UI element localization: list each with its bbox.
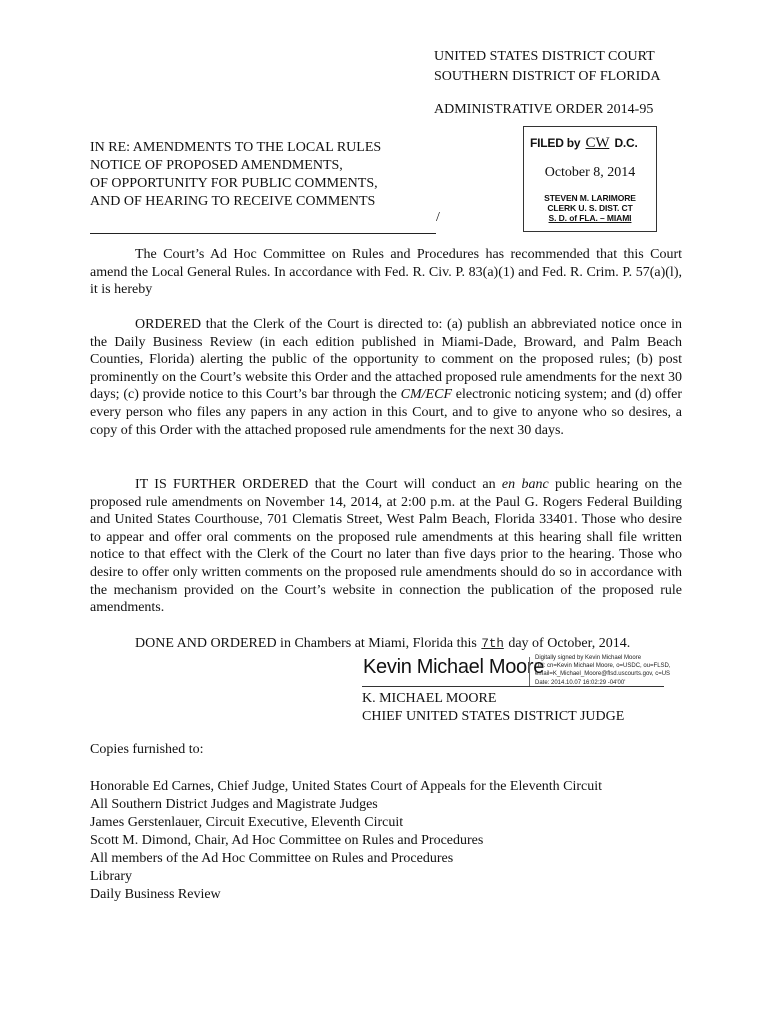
done-text-start: DONE AND ORDERED in Chambers at Miami, Florida this: [135, 636, 477, 651]
filed-stamp: [523, 126, 657, 232]
done-day: 7th: [481, 637, 504, 651]
further-ordered-text-end: public hearing on the proposed rule amendments on November 14, 2014, at 2:00 p.m. at the Paul G. Rogers Federal Building and United States Courthouse, 701 Clematis Street, West Palm Beach, Florida 33401. Those who desire to appear and offer oral comments on the proposed rule amendments at this hearing shall file written notice to that effect with the Clerk of the Court no later than five days prior to the hearing. Those who desire to offer only written comments on the proposed rule amendments should do so in accordance with the mechanism provided on the Court’s website in connection the publication of the proposed rule amendments.: [90, 477, 683, 616]
filed-date: October 8, 2014: [544, 165, 636, 180]
filed-by-label: FILED by: [530, 136, 581, 150]
caption-line2: NOTICE OF PROPOSED AMENDMENTS,: [90, 158, 343, 173]
signature-divider: [529, 657, 530, 687]
court-header: [434, 47, 734, 86]
list-item: Scott M. Dimond, Chair, Ad Hoc Committee on Rules and Procedures: [90, 833, 484, 848]
clerk-title: CLERK U. S. DIST. CT: [547, 203, 633, 213]
signature-line: [362, 686, 664, 687]
caption-line1: IN RE: AMENDMENTS TO THE LOCAL RULES: [90, 140, 382, 155]
en-banc-term: en banc: [501, 477, 549, 492]
list-item: Daily Business Review: [90, 887, 221, 902]
cm-ecf-term: CM/ECF: [400, 387, 453, 403]
order-number: ADMINISTRATIVE ORDER 2014-95: [434, 102, 654, 117]
list-item: All Southern District Judges and Magistrate Judges: [90, 797, 378, 812]
list-item: James Gerstenlauer, Circuit Executive, Eleventh Circuit: [90, 815, 404, 830]
ordered-paragraph: [90, 316, 682, 439]
signature-detail-2: DN: cn=Kevin Michael Moore, o=USDC, ou=FLSD,: [535, 663, 671, 670]
ordered-text-start: ORDERED that the Clerk of the Court is directed to: (a) publish an abbreviated notice once in the Daily Business Review (in each edition published in Miami-Dade, Broward, and Palm Beach Counties, Florida) alerting the public of the opportunity to comment on the proposed rules; (b) post prominently on the Court’s website this Order and the attached proposed rule amendments for the next 30 days; (c) provide notice to this Court’s bar through the: [90, 317, 682, 403]
signature-detail-4: Date: 2014.10.07 16:02:29 -04'00': [535, 679, 626, 686]
list-item: Library: [90, 869, 132, 884]
caption-line3: OF OPPORTUNITY FOR PUBLIC COMMENTS,: [90, 176, 378, 191]
court-name-line2: SOUTHERN DISTRICT OF FLORIDA: [434, 68, 661, 84]
recital-text: The Court’s Ad Hoc Committee on Rules and Procedures has recommended that this Court amend the Local General Rules. In accordance with Fed. R. Civ. P. 83(a)(1) and Fed. R. Crim. P. 57(a)(l), it is hereby: [90, 247, 682, 298]
copies-heading: Copies furnished to:: [90, 742, 204, 757]
caption-line4: AND OF HEARING TO RECEIVE COMMENTS: [90, 194, 376, 209]
ordered-text-end: electronic noticing system; and (d) offer every person who files any papers in any action in this Court, and to give to anyone who so desires, a copy of this Order with the attached proposed rule amendments for the next 30 days.: [90, 387, 682, 438]
done-text-end: day of October, 2014.: [508, 636, 631, 651]
list-item: Honorable Ed Carnes, Chief Judge, United States Court of Appeals for the Eleventh Circuit: [90, 779, 603, 794]
court-name-line1: UNITED STATES DISTRICT COURT: [434, 49, 655, 64]
signer-block: [362, 690, 624, 726]
signature-detail-1: Digitally signed by Kevin Michael Moore: [535, 655, 642, 661]
caption-slash: /: [436, 210, 440, 225]
caption-underline: [90, 233, 436, 234]
signature-detail-3: email=K_Michael_Moore@flsd.uscourts.gov, c=US: [535, 671, 671, 678]
case-caption: [90, 139, 450, 211]
clerk-location: S. D. of FLA. – MIAMI: [548, 213, 632, 223]
done-and-ordered-line: [135, 636, 630, 652]
clerk-name: STEVEN M. LARIMORE: [544, 193, 636, 203]
clerk-block: [524, 193, 656, 223]
further-ordered-text-start: IT IS FURTHER ORDERED that the Court will conduct an: [135, 477, 496, 492]
copies-list: [90, 778, 602, 904]
filed-by-line: [530, 135, 652, 152]
filed-initials: CW: [585, 135, 610, 151]
further-ordered-paragraph: [90, 476, 682, 617]
signer-title: CHIEF UNITED STATES DISTRICT JUDGE: [362, 709, 625, 724]
digital-signature-details: [535, 654, 671, 687]
signer-name: K. MICHAEL MOORE: [362, 691, 497, 706]
filed-dc-label: D.C.: [614, 136, 638, 150]
recital-paragraph: [90, 246, 682, 299]
list-item: All members of the Ad Hoc Committee on Rules and Procedures: [90, 851, 454, 866]
digital-signature-name: Kevin Michael Moore: [363, 656, 545, 678]
